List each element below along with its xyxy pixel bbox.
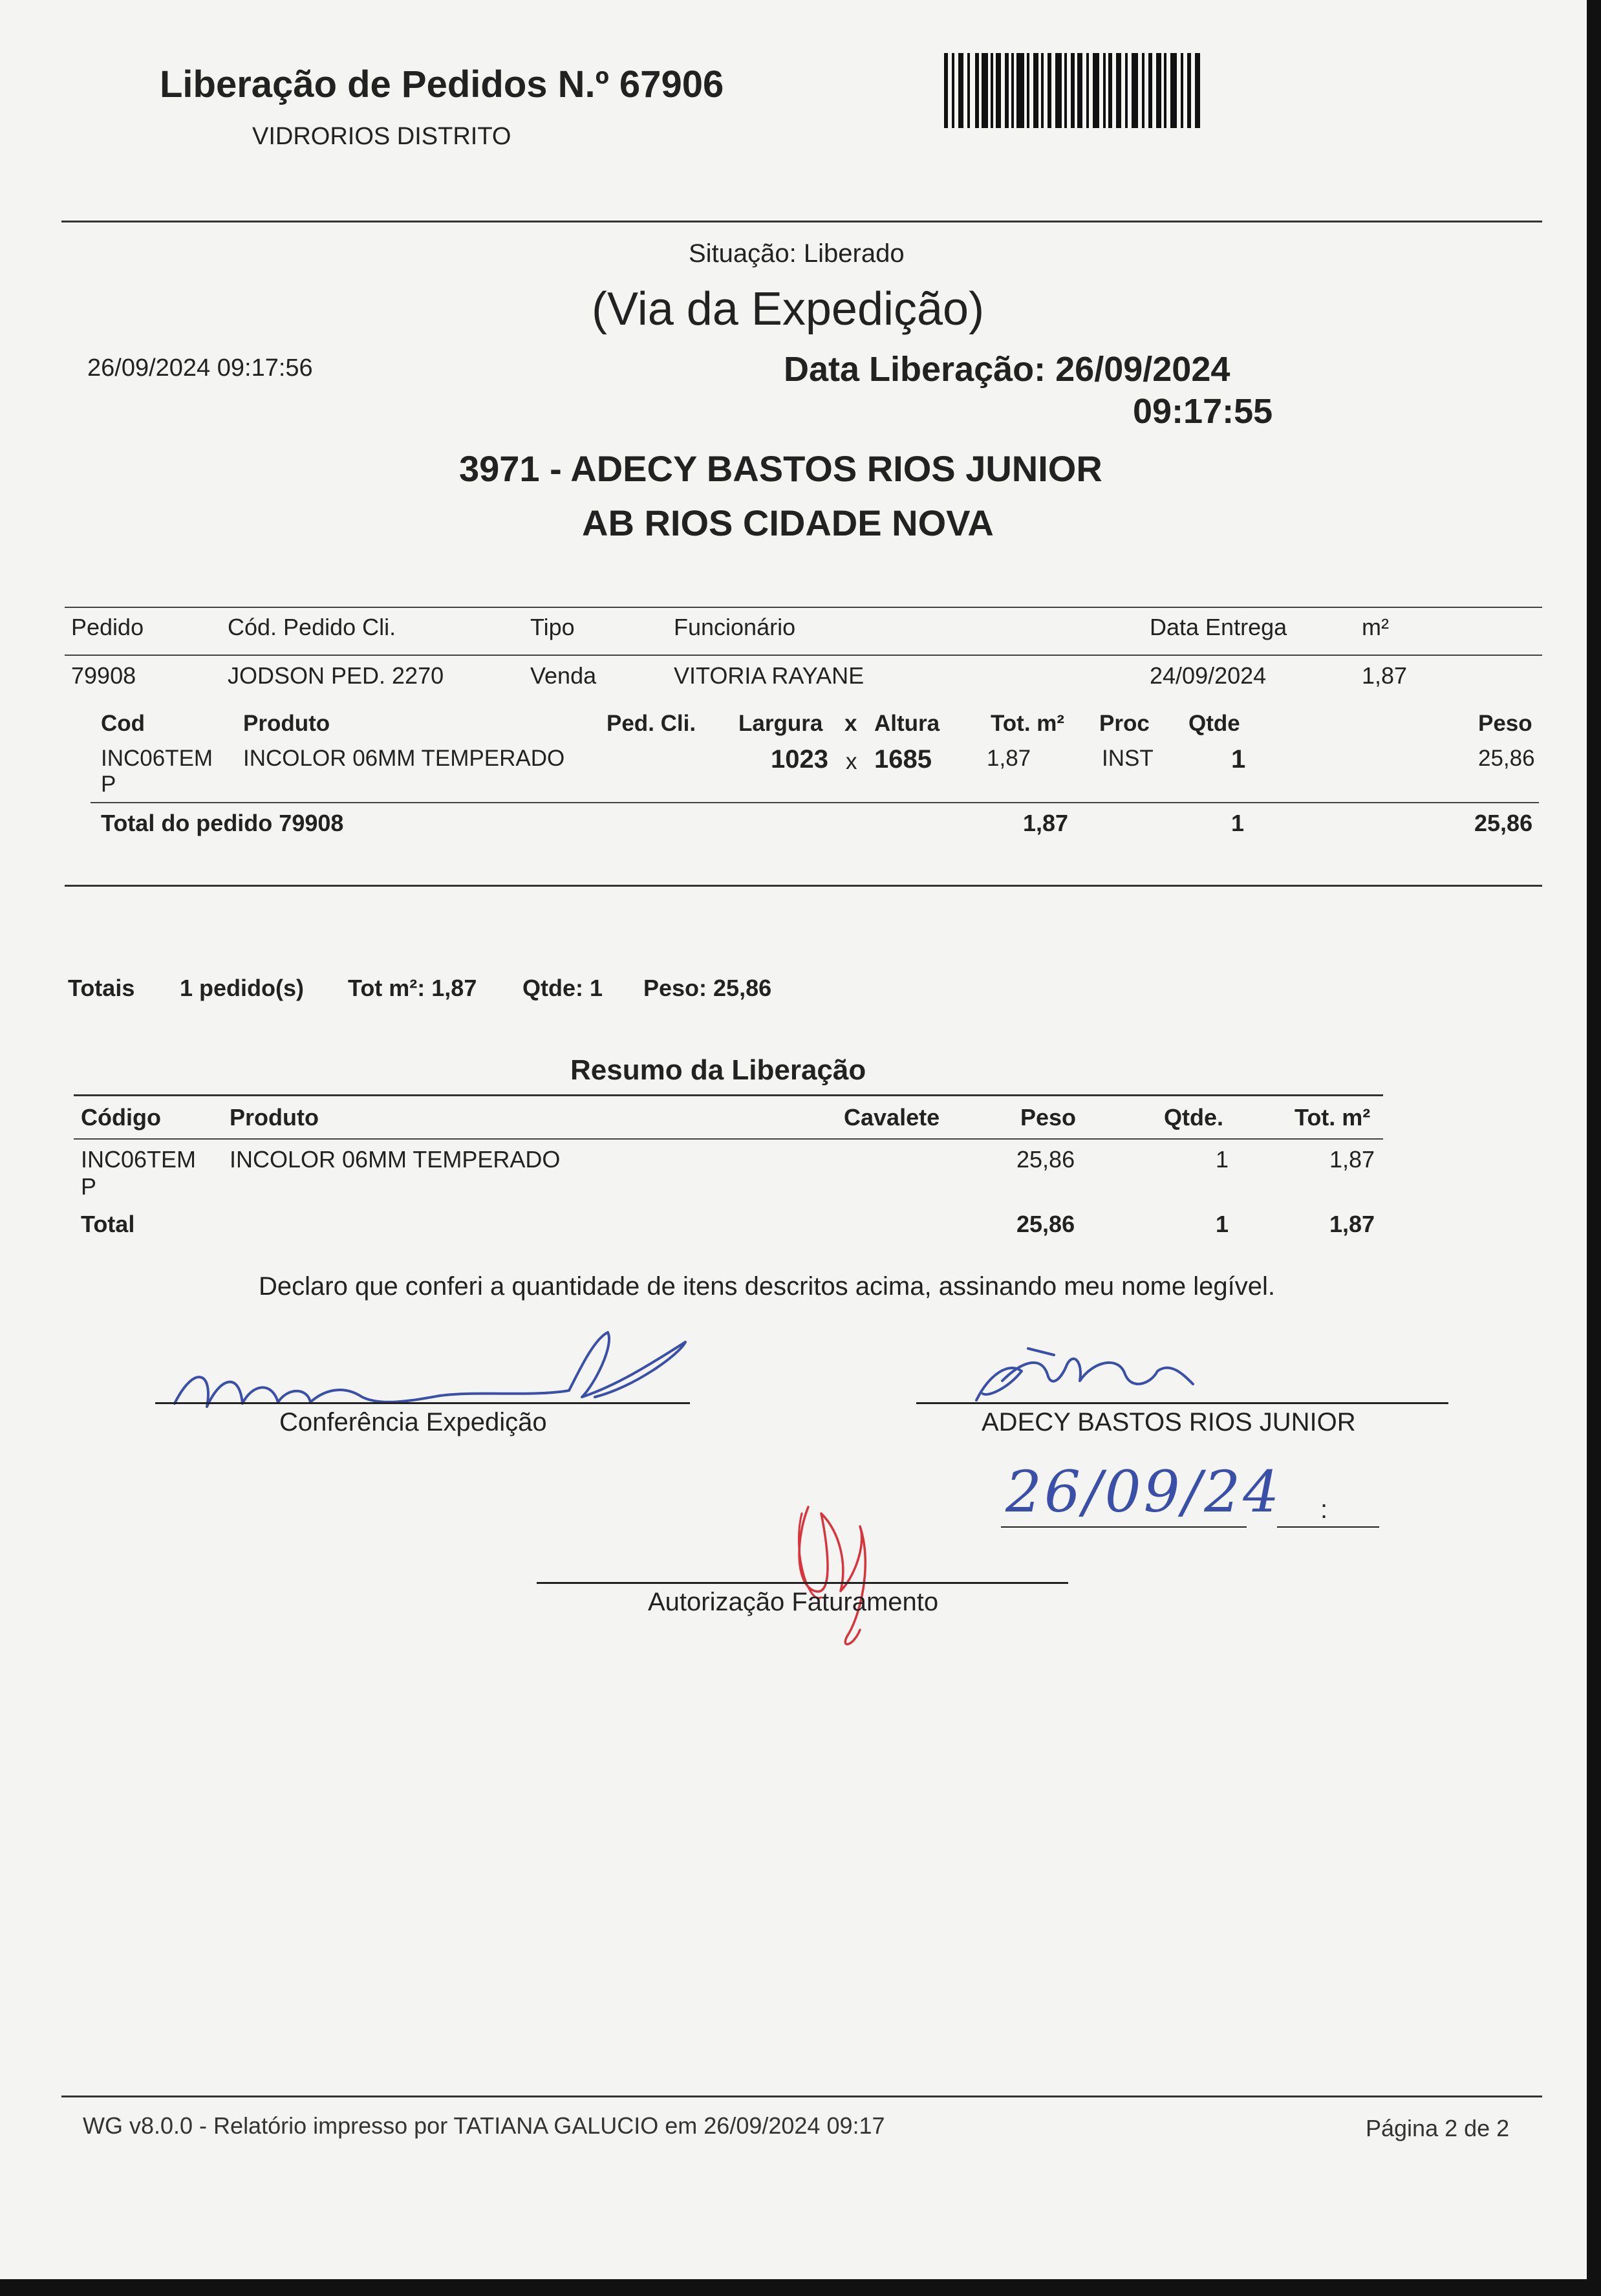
col-header-funcionario: Funcionário	[674, 614, 796, 640]
item-header-largura: Largura	[738, 711, 823, 736]
order-pedido: 79908	[71, 662, 136, 689]
item-cod-line2: P	[101, 772, 116, 797]
summary-total-tot-m2: 1,87	[1329, 1211, 1375, 1237]
summary-peso: 25,86	[1016, 1146, 1075, 1173]
summary-header-produto: Produto	[230, 1104, 319, 1131]
order-table-top-rule	[65, 607, 1542, 608]
item-cod-line1: INC06TEM	[101, 746, 213, 771]
conferencia-label: Conferência Expedição	[279, 1408, 547, 1436]
summary-header-cavalete: Cavalete	[844, 1104, 940, 1131]
order-item-rule	[91, 802, 1539, 803]
summary-codigo-line2: P	[81, 1173, 97, 1200]
data-liberacao-time: 09:17:55	[1133, 392, 1273, 431]
item-header-tot-m2: Tot. m²	[991, 711, 1065, 736]
col-header-m2: m²	[1362, 614, 1389, 640]
col-header-pedido: Pedido	[71, 614, 144, 640]
date-underline	[1001, 1526, 1247, 1528]
summary-tot-m2: 1,87	[1329, 1146, 1375, 1173]
summary-produto: INCOLOR 06MM TEMPERADO	[230, 1146, 561, 1173]
handwritten-date: 26/09/24	[1005, 1458, 1282, 1525]
situacao-label: Situação: Liberado	[689, 239, 905, 268]
order-m2: 1,87	[1362, 662, 1408, 689]
summary-codigo-line1: INC06TEM	[81, 1146, 197, 1173]
declaration-text: Declaro que conferi a quantidade de itens descritos acima, assinando meu nome legível.	[259, 1272, 1276, 1301]
item-header-proc: Proc	[1099, 711, 1150, 736]
document-title: Liberação de Pedidos N.º 67906	[160, 63, 724, 105]
item-proc: INST	[1102, 746, 1154, 771]
order-table-header-rule	[65, 655, 1542, 656]
item-x: x	[846, 749, 857, 774]
footer-page-number: Página 2 de 2	[1366, 2115, 1510, 2141]
order-data-entrega: 24/09/2024	[1150, 662, 1267, 689]
header-divider	[61, 221, 1542, 222]
conferencia-signature-line	[155, 1402, 690, 1404]
item-tot-m2: 1,87	[987, 746, 1031, 771]
barcode	[944, 53, 1203, 128]
order-funcionario: VITORIA RAYANE	[674, 662, 865, 689]
totals-pedidos: 1 pedido(s)	[180, 975, 305, 1001]
col-header-data-entrega: Data Entrega	[1150, 614, 1287, 640]
client-name: 3971 - ADECY BASTOS RIOS JUNIOR	[459, 448, 1102, 489]
time-separator: :	[1320, 1495, 1328, 1524]
item-header-x: x	[844, 711, 857, 736]
client-signature	[963, 1336, 1209, 1413]
footer-divider	[61, 2096, 1542, 2097]
printed-timestamp: 26/09/2024 09:17:56	[87, 354, 313, 382]
client-store: AB RIOS CIDADE NOVA	[582, 503, 994, 543]
item-produto: INCOLOR 06MM TEMPERADO	[243, 746, 565, 771]
totals-peso: Peso: 25,86	[643, 975, 772, 1001]
totals-qtde: Qtde: 1	[522, 975, 603, 1001]
summary-qtde: 1	[1216, 1146, 1229, 1173]
totals-label: Totais	[68, 975, 135, 1001]
item-peso: 25,86	[1478, 746, 1535, 771]
col-header-cod-pedido-cli: Cód. Pedido Cli.	[228, 614, 396, 640]
data-liberacao-date: Data Liberação: 26/09/2024	[784, 350, 1230, 389]
footer-printed-by: WG v8.0.0 - Relatório impresso por TATIANA GALUCIO em 26/09/2024 09:17	[83, 2112, 885, 2139]
order-total-qtde: 1	[1231, 810, 1245, 836]
client-signature-name: ADECY BASTOS RIOS JUNIOR	[982, 1408, 1356, 1436]
item-header-peso: Peso	[1478, 711, 1532, 736]
order-total-tot-m2: 1,87	[1023, 810, 1069, 836]
summary-total-peso: 25,86	[1016, 1211, 1075, 1237]
item-altura: 1685	[874, 745, 932, 774]
summary-header-peso: Peso	[1020, 1104, 1077, 1131]
item-qtde: 1	[1231, 745, 1246, 774]
item-header-altura: Altura	[874, 711, 940, 736]
order-table-bottom-rule	[65, 885, 1542, 887]
summary-title: Resumo da Liberação	[570, 1054, 866, 1086]
scan-edge-right	[1587, 0, 1601, 2296]
via-label: (Via da Expedição)	[592, 283, 985, 335]
order-total-label: Total do pedido 79908	[101, 810, 344, 836]
item-header-cod: Cod	[101, 711, 145, 736]
col-header-tipo: Tipo	[530, 614, 575, 640]
summary-total-label: Total	[81, 1211, 135, 1237]
summary-header-rule	[74, 1138, 1383, 1140]
client-signature-line	[916, 1402, 1448, 1404]
autorizacao-label: Autorização Faturamento	[648, 1588, 939, 1616]
summary-header-qtde: Qtde.	[1164, 1104, 1224, 1131]
item-header-qtde: Qtde	[1188, 711, 1240, 736]
summary-top-rule	[74, 1094, 1383, 1096]
time-underline	[1277, 1526, 1379, 1528]
item-largura: 1023	[771, 745, 828, 774]
item-header-ped-cli: Ped. Cli.	[607, 711, 696, 736]
item-header-produto: Produto	[243, 711, 330, 736]
company-name: VIDRORIOS DISTRITO	[252, 123, 511, 150]
order-total-peso: 25,86	[1474, 810, 1533, 836]
summary-header-tot-m2: Tot. m²	[1295, 1104, 1371, 1131]
summary-header-codigo: Código	[81, 1104, 161, 1131]
scan-edge-bottom	[0, 2279, 1601, 2296]
totals-tot-m2: Tot m²: 1,87	[348, 975, 477, 1001]
autorizacao-signature-line	[537, 1582, 1068, 1584]
order-cod-pedido-cli: JODSON PED. 2270	[228, 662, 444, 689]
red-initials	[782, 1488, 886, 1656]
order-tipo: Venda	[530, 662, 597, 689]
summary-total-qtde: 1	[1216, 1211, 1229, 1237]
